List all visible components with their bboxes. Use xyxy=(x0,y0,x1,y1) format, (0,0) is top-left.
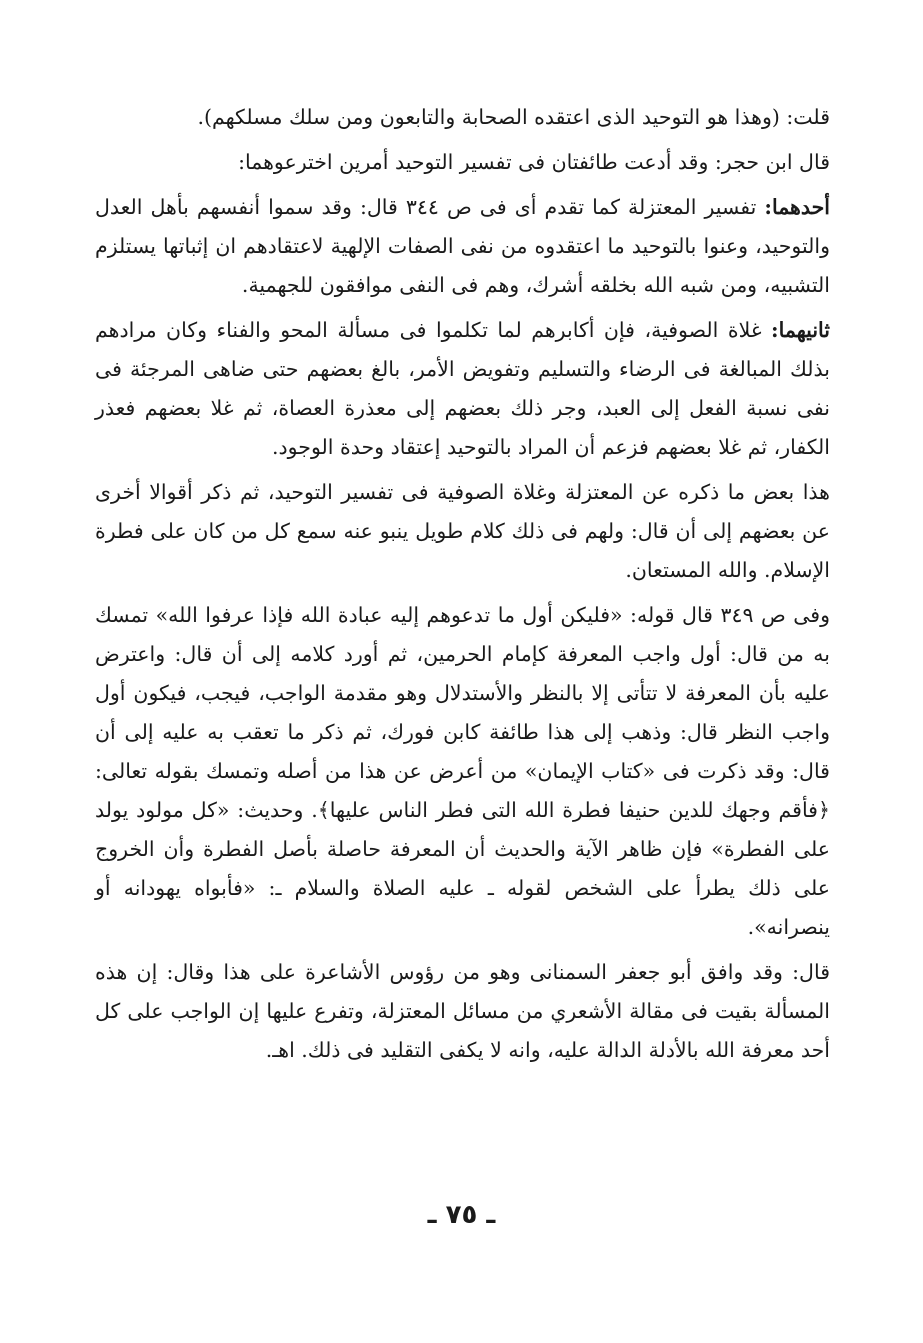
paragraph-text: قال: وقد وافق أبو جعفر السمنانى وهو من رؤوس الأشاعرة على هذا وقال: إن هذه المسألة بقيت فى مقالة الأشعري من مسائل المعتزلة، وتفرع عليها إن الواجب على كل أحد معرفة الله بالأدلة الدالة عليه، وانه لا يكفى التقليد فى ذلك. اهـ. xyxy=(95,960,830,1062)
page-number: ـ ٧٥ ـ xyxy=(427,1200,496,1230)
paragraph-lead: ثانيهما: xyxy=(771,318,830,342)
paragraph-text: غلاة الصوفية، فإن أكابرهم لما تكلموا فى مسألة المحو والفناء وكان مرادهم بذلك المبالغة فى الرضاء والتسليم وتفويض الأمر، بالغ بعضهم حتى ضاهى المرجئة فى نفى نسبة الفعل إلى العبد، وجر ذلك بعضهم إلى معذرة العصاة، ثم غلا بعضهم فعذر الكفار، ثم غلا بعضهم فزعم أن المراد بالتوحيد إعتقاد وحدة الوجود. xyxy=(95,318,830,459)
paragraph-text: قلت: (وهذا هو التوحيد الذى اعتقده الصحابة والتابعون ومن سلك مسلكهم). xyxy=(197,105,830,129)
paragraph-text: وفى ص ٣٤٩ قال قوله: «فليكن أول ما تدعوهم إليه عبادة الله فإذا عرفوا الله» تمسك به من قال: أول واجب المعرفة كإمام الحرمين، ثم أورد كلامه إلى أن قال: واعترض عليه بأن المعرفة لا تتأتى إلا بالنظر والأستدلال وهو مقدمة الواجب، فيجب، فيكون أول واجب النظر قال: وذهب إلى هذا طائفة كابن فورك، ثم ذكر ما تعقب به عليه إلى أن قال: وقد ذكرت فى «كتاب الإيمان» من أعرض عن هذا من أصله وتمسك بقوله تعالى: ﴿فأقم وجهك للدين حنيفا فطرة الله التى فطر الناس عليها﴾. وحديث: «كل مولود يولد على الفطرة» فإن ظاهر الآية والحديث أن المعرفة حاصلة بأصل الفطرة وأن الخروج على ذلك يطرأ على الشخص لقوله ـ عليه الصلاة والسلام ـ: «فأبواه يهودانه أو ينصرانه». xyxy=(95,603,830,939)
paragraph-text: هذا بعض ما ذكره عن المعتزلة وغلاة الصوفية فى تفسير التوحيد، ثم ذكر أقوالا أخرى عن بعضهم إلى أن قال: ولهم فى ذلك كلام طويل ينبو عنه سمع كل من كان على فطرة الإسلام. والله المستعان. xyxy=(95,480,830,582)
body-text xyxy=(95,98,830,1076)
paragraph-2 xyxy=(95,143,830,182)
paragraph-lead: أحدهما: xyxy=(764,195,830,219)
paragraph-text: قال ابن حجر: وقد أدعت طائفتان فى تفسير التوحيد أمرين اخترعوهما: xyxy=(238,150,830,174)
paragraph-6 xyxy=(95,596,830,947)
paragraph-7 xyxy=(95,953,830,1070)
paragraph-text: تفسير المعتزلة كما تقدم أى فى ص ٣٤٤ قال: وقد سموا أنفسهم بأهل العدل والتوحيد، وعنوا بالتوحيد ما اعتقدوه من نفى الصفات الإلهية لاعتقادهم ان إثباتها يستلزم التشبيه، ومن شبه الله بخلقه أشرك، وهم فى النفى موافقون للجهمية. xyxy=(95,195,830,297)
paragraph-1 xyxy=(95,98,830,137)
paragraph-3 xyxy=(95,188,830,305)
paragraph-4 xyxy=(95,311,830,467)
paragraph-5 xyxy=(95,473,830,590)
